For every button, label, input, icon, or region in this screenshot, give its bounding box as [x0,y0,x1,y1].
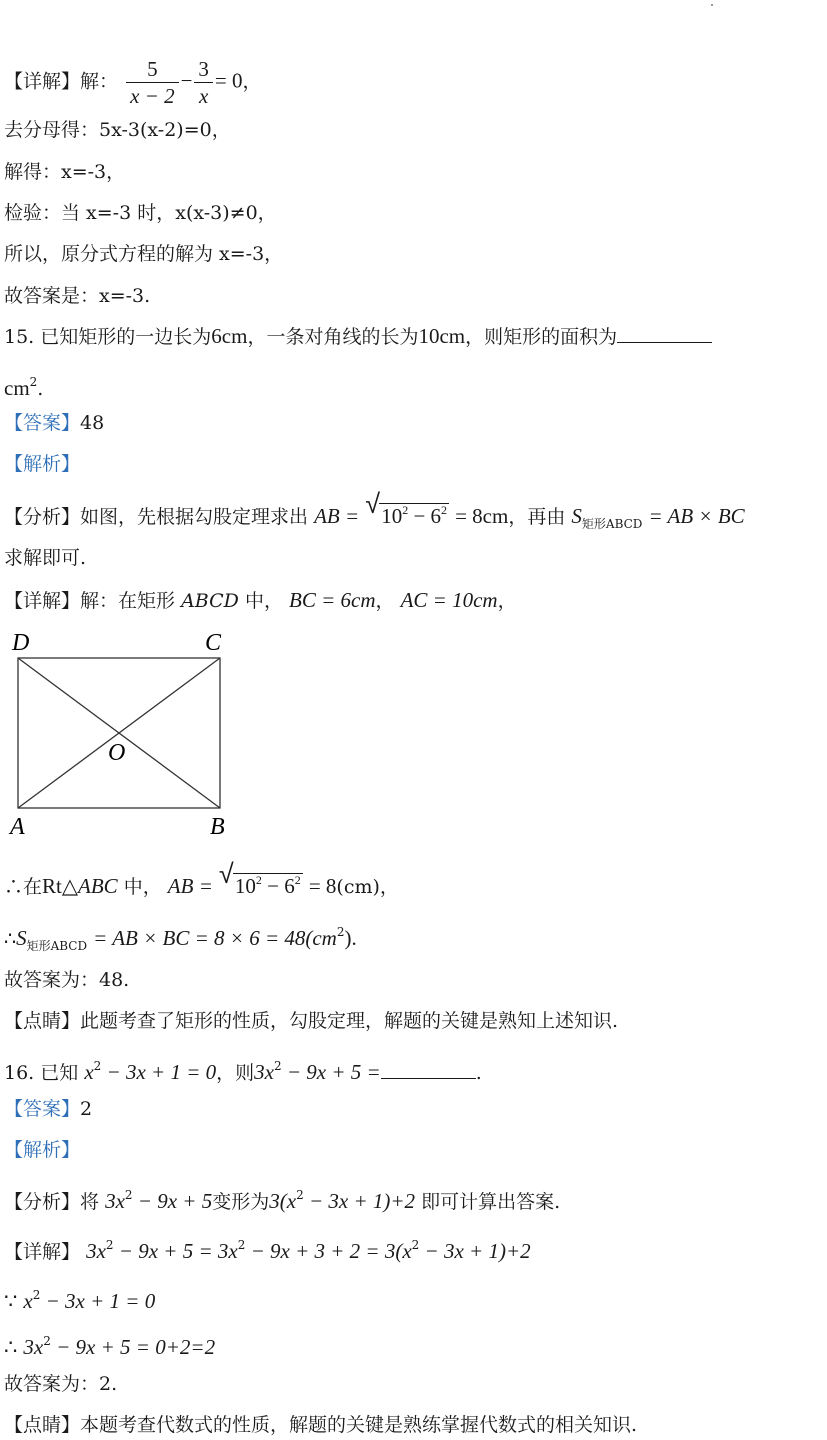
answer-blank [617,342,712,343]
detail-label: 【详解】 [4,70,81,93]
q15-conclusion: 故答案为：48. [4,969,130,991]
corner-dot [711,4,713,6]
q16-therefore: ∴ $3x^2 - 9x + 5 = 0+2=2$ [4,1334,216,1359]
q16-conclusion: 故答案为：2. [4,1373,118,1395]
q15-unit: $cm^2$. [4,375,44,400]
q14-step-4: 所以，原分式方程的解为 x=-3， [4,243,284,265]
answer-label: 【答案】 [4,412,81,434]
q16-analysis-label: 【解析】 [4,1139,81,1161]
q15-analysis-tail: 求解即可. [4,547,87,569]
q16-answer: 【答案】2 [4,1098,93,1120]
q15-answer: 【答案】48 [4,412,105,434]
q14-detail-line: 【详解】解： $\frac{5}{x - 2}$ − $\frac{3}{x}$ = 0， [4,57,262,108]
fraction-5-over-x-2: $\frac{5}{x - 2}$ [126,56,179,109]
label-o: O [108,740,126,766]
q15-analysis-label: 【解析】 [4,453,81,475]
q14-step-3: 检验：当 x=-3 时，x(x-3)≠0， [4,202,277,224]
q16-detail: 【详解】 $3x^2 - 9x + 5 = 3x^2 - 9x + 3 + 2 = 3(x^2 - 3x + 1)+2$ [4,1238,531,1263]
q15-rt-line: ∴在Rt△ABC 中， AB = √ $10^2 - 6^2 = 8(cm)$， [4,868,399,899]
q16-question: 16. 已知 $x^2 - 3x + 1 = 0$，则$3x^2 - 9x + 5$ = . [4,1059,482,1084]
sqrt-expression-2: √ $10^2 - 6^2$ [219,868,303,898]
label-c: C [205,630,222,656]
q16-comment: 【点睛】本题考查代数式的性质，解题的关键是熟练掌握代数式的相关知识. [4,1414,638,1436]
q14-step-5: 故答案是：x=-3. [4,285,151,307]
rectangle-figure [0,620,260,845]
detail-lead: 解： [80,70,119,93]
answer-blank [381,1078,476,1079]
q15-analysis: 【分析】如图，先根据勾股定理求出 AB = √ $10^2 - 6^2 = 8cm$，再由 $S_{矩形ABCD}$ = AB × BC [4,498,745,536]
q15-question: 15. 已知矩形的一边长为6cm，一条对角线的长为10cm，则矩形的面积为 [4,324,712,349]
q16-because: ∵ $x^2 - 3x + 1 = 0$ [4,1288,156,1313]
sqrt-expression: √ $10^2 - 6^2$ [365,498,449,528]
fraction-3-over-x: $\frac{3}{x}$ [194,56,213,109]
q14-step-1: 去分母得：5x-3(x-2)=0， [4,119,231,141]
q15-detail: 【详解】解：在矩形 ABCD 中， BC = 6cm， AC = 10cm， [4,588,517,612]
q15-area-line: $\therefore S_{矩形ABCD}$ = AB × BC = $8 \times 6 = 48(cm^2)$. [4,925,357,953]
label-a: A [10,814,25,840]
label-b: B [210,814,225,840]
label-d: D [12,630,30,656]
q14-step-2: 解得：x=-3， [4,161,126,183]
q15-comment: 【点睛】此题考查了矩形的性质，勾股定理，解题的关键是熟知上述知识. [4,1010,619,1032]
q16-analysis: 【分析】将 $3x^2 - 9x + 5$变形为$3(x^2 - 3x + 1)+2$ 即可计算出答案. [4,1188,561,1213]
